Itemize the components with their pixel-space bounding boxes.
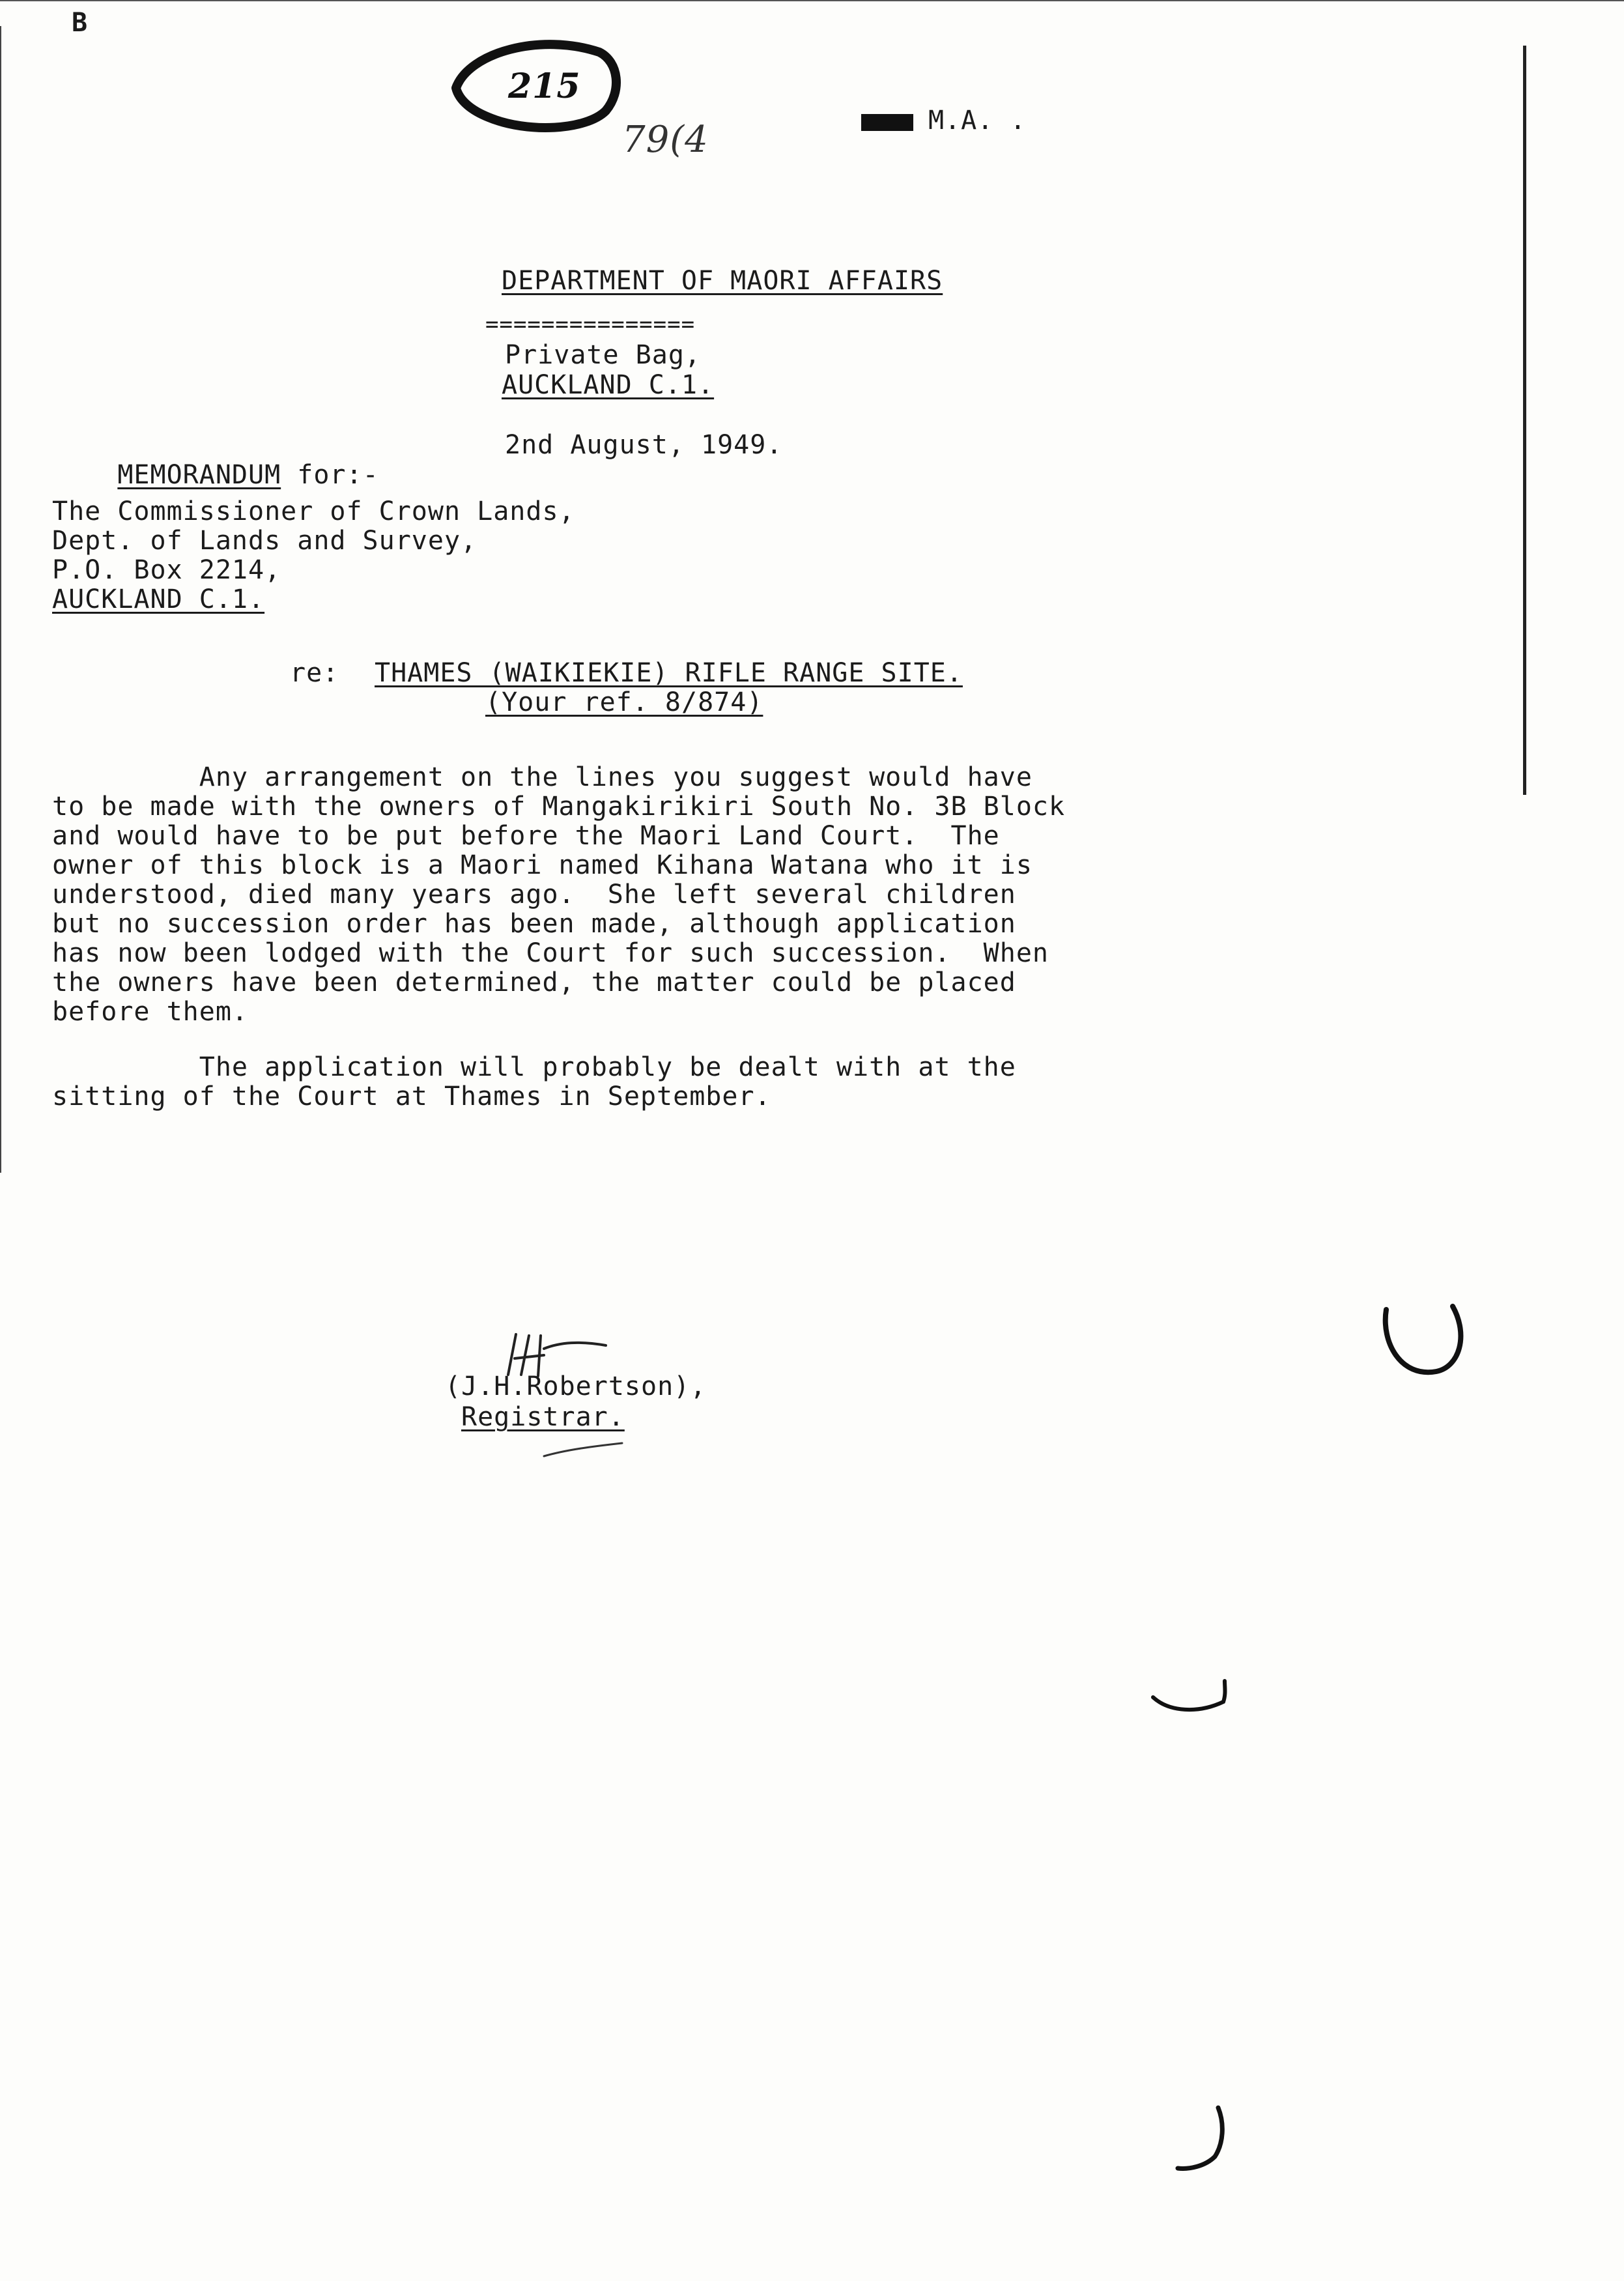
punch-hole-mark-3 bbox=[1173, 2104, 1244, 2183]
scan-left-border bbox=[0, 26, 1, 1173]
body-line: but no succession order has been made, although application bbox=[52, 909, 1016, 939]
body-line: The application will probably be dealt with at the bbox=[52, 1052, 1016, 1082]
signatory-title: Registrar. bbox=[461, 1402, 625, 1432]
subject-prefix: re: bbox=[290, 658, 339, 688]
scan-top-edge bbox=[0, 0, 1624, 1]
address-line-1: Private Bag, bbox=[505, 340, 701, 370]
corner-letter: B bbox=[72, 8, 89, 38]
department-title: DEPARTMENT OF MAORI AFFAIRS bbox=[502, 266, 943, 296]
body-line: owner of this block is a Maori named Kihana Watana who it is bbox=[52, 850, 1033, 880]
address-line-2: AUCKLAND C.1. bbox=[502, 370, 715, 400]
recipient-line-3: P.O. Box 2214, bbox=[52, 555, 281, 585]
recipient-line-1: The Commissioner of Crown Lands, bbox=[52, 496, 575, 526]
scan-right-border bbox=[1523, 46, 1526, 795]
body-line: to be made with the owners of Mangakirikiri South No. 3B Block bbox=[52, 792, 1066, 822]
subject-reference: (Your ref. 8/874) bbox=[485, 687, 763, 717]
memo-date: 2nd August, 1949. bbox=[505, 430, 783, 460]
ref-code: M.A. . bbox=[928, 106, 1027, 136]
memo-label: MEMORANDUM bbox=[117, 460, 281, 490]
punch-hole-mark-1 bbox=[1375, 1297, 1472, 1388]
body-line: the owners have been determined, the matter could be placed bbox=[52, 968, 1016, 997]
body-line: understood, died many years ago. She left several children bbox=[52, 880, 1016, 910]
subject-title: THAMES (WAIKIEKIE) RIFLE RANGE SITE. bbox=[375, 658, 963, 688]
signatory-name: (J.H.Robertson), bbox=[445, 1371, 707, 1401]
recipient-line-2: Dept. of Lands and Survey, bbox=[52, 526, 477, 556]
department-rule: =============== bbox=[485, 311, 696, 337]
punch-hole-mark-2 bbox=[1147, 1648, 1238, 1720]
stamped-number: 215 bbox=[508, 66, 581, 106]
body-line: and would have to be put before the Maori Land Court. The bbox=[52, 821, 1000, 851]
recipient-line-4: AUCKLAND C.1. bbox=[52, 584, 265, 614]
body-line: Any arrangement on the lines you suggest would have bbox=[52, 762, 1033, 792]
body-line: has now been lodged with the Court for such succession. When bbox=[52, 938, 1049, 968]
signature-dash bbox=[541, 1440, 625, 1459]
memo-label-suffix: for:- bbox=[281, 460, 379, 490]
body-line: sitting of the Court at Thames in September. bbox=[52, 1082, 771, 1112]
redaction-bar bbox=[861, 114, 913, 131]
body-line: before them. bbox=[52, 997, 248, 1027]
handwritten-number: 79(4 bbox=[622, 119, 709, 161]
